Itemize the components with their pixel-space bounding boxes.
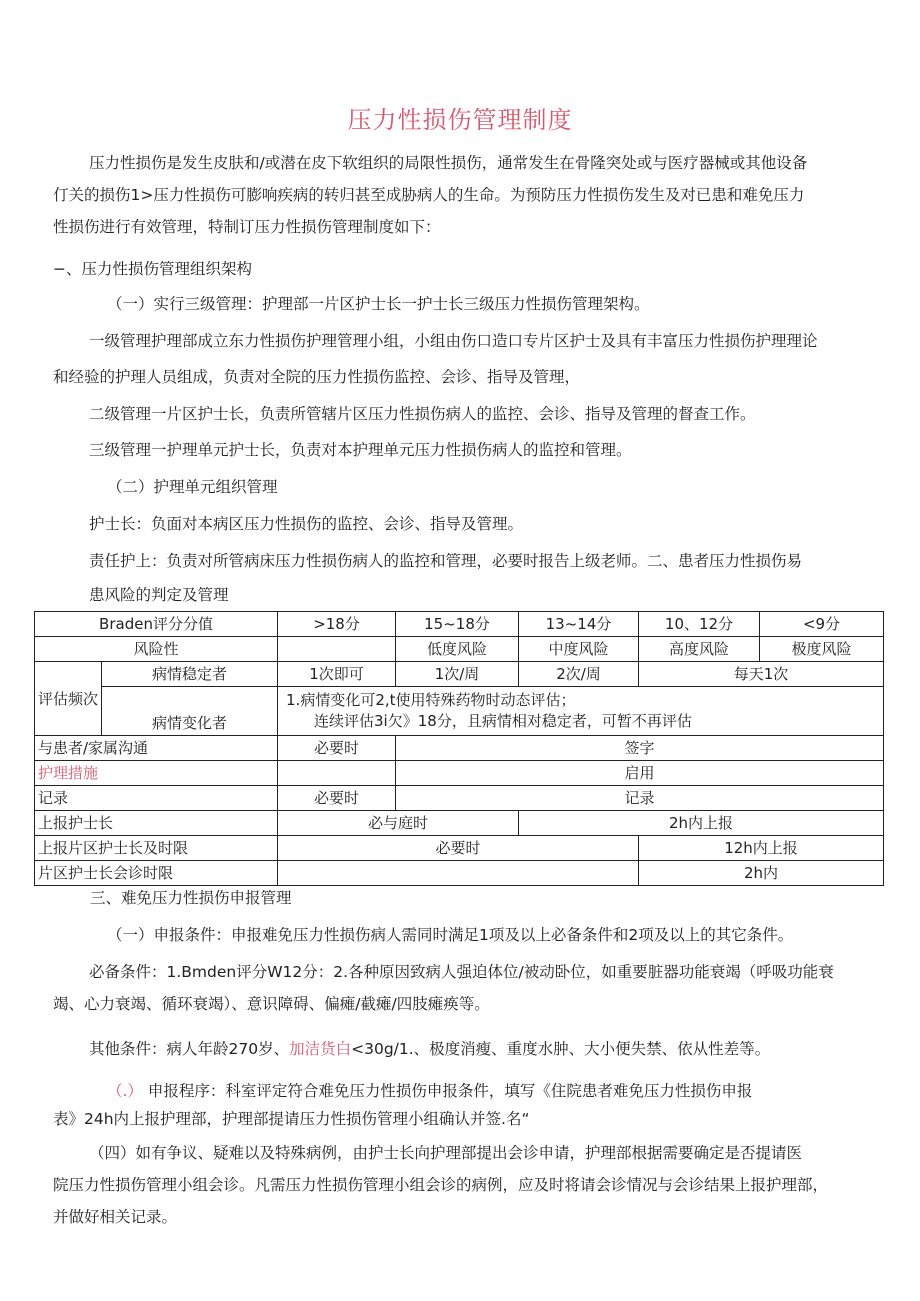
text-segment: <30g∕1.、极度消瘦、重度水肿、大小便失禁、依从性差等。 xyxy=(351,1040,771,1058)
text-line: 仃关的损伤1>压力性损伤可膨响疾病的转归甚至成胁病人的生命。为预防压力性损伤发生及对已患和难免压力 xyxy=(53,186,805,204)
table-cell: 1次即可 xyxy=(278,662,396,687)
section-3-item-2 xyxy=(53,1075,885,1135)
section-1-item-1: （一）实行三级管理：护理部一片区护士长一护士长三级压力性损伤管理架构。 xyxy=(107,295,650,313)
table-row xyxy=(35,687,884,736)
row-sublabel-changed: 病情变化者 xyxy=(102,687,278,736)
text-line: 竭、心力衰竭、循环衰竭）、意识障碍、偏瘫/截瘫/四肢瘫痪等。 xyxy=(53,995,490,1013)
row-sublabel-stable: 病情稳定者 xyxy=(102,662,278,687)
table-cell: 2h内上报 xyxy=(519,811,884,836)
table-cell: 启用 xyxy=(396,761,884,786)
table-cell xyxy=(278,637,396,662)
intro-paragraph xyxy=(53,147,885,243)
table-cell: 2h内 xyxy=(639,861,884,886)
row-label-consult: 片区护士长会诊时限 xyxy=(35,861,278,886)
header-score: <9分 xyxy=(760,612,884,637)
header-braden: Braden评分分值 xyxy=(35,612,278,637)
section-3-item-1: （一）申报条件：申报难免压力性损伤病人需同时满足1项及以上必备条件和2项及以上的其它条件。 xyxy=(107,926,794,944)
table-row xyxy=(35,786,884,811)
table-cell: 高度风险 xyxy=(639,637,760,662)
braden-risk-table xyxy=(34,611,884,886)
text-segment: 其他条件：病人年龄270岁、 xyxy=(89,1040,290,1058)
section-1-heading: −、压力性损伤管理组织架构 xyxy=(53,260,252,278)
nurse-head-paragraph: 护士长：负面对本病区压力性损伤的监控、会诊、指导及管理。 xyxy=(89,515,524,533)
text-line: 并做好相关记录。 xyxy=(53,1208,178,1226)
table-cell: 签字 xyxy=(396,736,884,761)
table-row xyxy=(35,836,884,861)
text-line: 表》24h内上报护理部，护理部提请压力性损伤管理小组确认并签.名“ xyxy=(53,1110,530,1128)
cell-line: 1.病情变化可2,t使用特殊药物时动态评估； xyxy=(286,691,576,709)
table-row xyxy=(35,612,884,637)
text-line: 院压力性损伤管理小组会诊。凡需压力性损伤管理小组会诊的病例，应及时将请会诊情况与会诊结果上报护理部， xyxy=(53,1176,829,1194)
table-cell: 每天1次 xyxy=(639,662,884,687)
table-cell: 低度风险 xyxy=(396,637,519,662)
text-line: 压力性损伤是发生皮肤和/或潜在皮下软组织的局限性损伤，通常发生在骨隆突处或与医疗器械或其他设备 xyxy=(89,154,808,172)
table-row xyxy=(35,761,884,786)
text-segment: 申报程序：科室评定符合难免压力性损伤申报条件，填写《住院患者难免压力性损伤申报 xyxy=(147,1082,753,1100)
table-cell xyxy=(278,761,396,786)
table-cell: 1次/周 xyxy=(396,662,519,687)
text-line: 一级管理护理部成立东力性损伤护理管理小组，小组由伤口造口专片区护士及具有丰富压力性损伤护理理论 xyxy=(89,332,818,350)
other-conditions-paragraph xyxy=(53,1033,920,1065)
section-3-item-4 xyxy=(53,1137,885,1233)
section-1-item-2: （二）护理单元组织管理 xyxy=(107,478,278,496)
highlighted-text: 加洁货白 xyxy=(289,1040,352,1058)
row-label-report-head: 上报护士长 xyxy=(35,811,278,836)
text-line: 性损伤进行有效管理，特制订压力性损伤管理制度如下： xyxy=(53,218,441,236)
table-cell: 记录 xyxy=(396,786,884,811)
table-cell: 2次/周 xyxy=(519,662,639,687)
text-line: 和经验的护理人员组成，负责对全院的压力性损伤监控、会诊、指导及管理， xyxy=(53,368,581,386)
cell-line: 连续评估3i欠》18分，且病情相对稳定者，可暂不再评估 xyxy=(314,712,692,730)
nurse-responsibility-paragraph xyxy=(53,545,885,611)
text-line: 必备条件：1.Bmden评分W12分：2.各种原因致病人强迫体位/被动卧位，如重要脏器功能衰竭（呼吸功能衰 xyxy=(89,963,834,981)
page-title: 压力性损伤管理制度 xyxy=(347,106,573,134)
row-label-communication: 与患者/家属沟通 xyxy=(35,736,278,761)
required-conditions-paragraph xyxy=(53,956,885,1020)
table-cell: 中度风险 xyxy=(519,637,639,662)
level-3-paragraph: 三级管理一护理单元护士长，负责对本护理单元压力性损伤病人的监控和管理。 xyxy=(89,441,632,459)
table-row xyxy=(35,811,884,836)
row-label-report-area: 上报片区护士长及时限 xyxy=(35,836,278,861)
table-cell xyxy=(278,687,884,736)
header-score: 10、12分 xyxy=(639,612,760,637)
level-1-paragraph xyxy=(53,325,885,393)
header-score: 15~18分 xyxy=(396,612,519,637)
text-line: 责任护上：负责对所管病床压力性损伤病人的监控和管理，必要时报告上级老师。二、患者压力性损伤易 xyxy=(89,552,803,570)
text-line: 患风险的判定及管理 xyxy=(89,586,229,604)
row-label-risk: 风险性 xyxy=(35,637,278,662)
item-marker: （.） xyxy=(107,1082,143,1100)
table-cell: 必要时 xyxy=(278,836,639,861)
table-cell: 必要时 xyxy=(278,786,396,811)
header-score: >18分 xyxy=(278,612,396,637)
table-cell: 极度风险 xyxy=(760,637,884,662)
table-row xyxy=(35,736,884,761)
table-cell: 12h内上报 xyxy=(639,836,884,861)
level-2-paragraph: 二级管理一片区护士长，负责所管辖片区压力性损伤病人的监控、会诊、指导及管理的督查工作。 xyxy=(89,405,756,423)
row-label-measures: 护理措施 xyxy=(35,761,278,786)
table-cell: 必要时 xyxy=(278,736,396,761)
row-label-frequency: 评估频次 xyxy=(35,662,102,736)
table-cell: 必与庭时 xyxy=(278,811,519,836)
header-score: 13~14分 xyxy=(519,612,639,637)
table-row xyxy=(35,637,884,662)
text-line: （四）如有争议、疑难以及特殊病例，由护士长向护理部提出会诊申请，护理部根据需要确定是否提请医 xyxy=(89,1144,803,1162)
table-row xyxy=(35,662,884,687)
row-label-record: 记录 xyxy=(35,786,278,811)
section-3-heading: 三、难免压力性损伤申报管理 xyxy=(90,889,292,907)
